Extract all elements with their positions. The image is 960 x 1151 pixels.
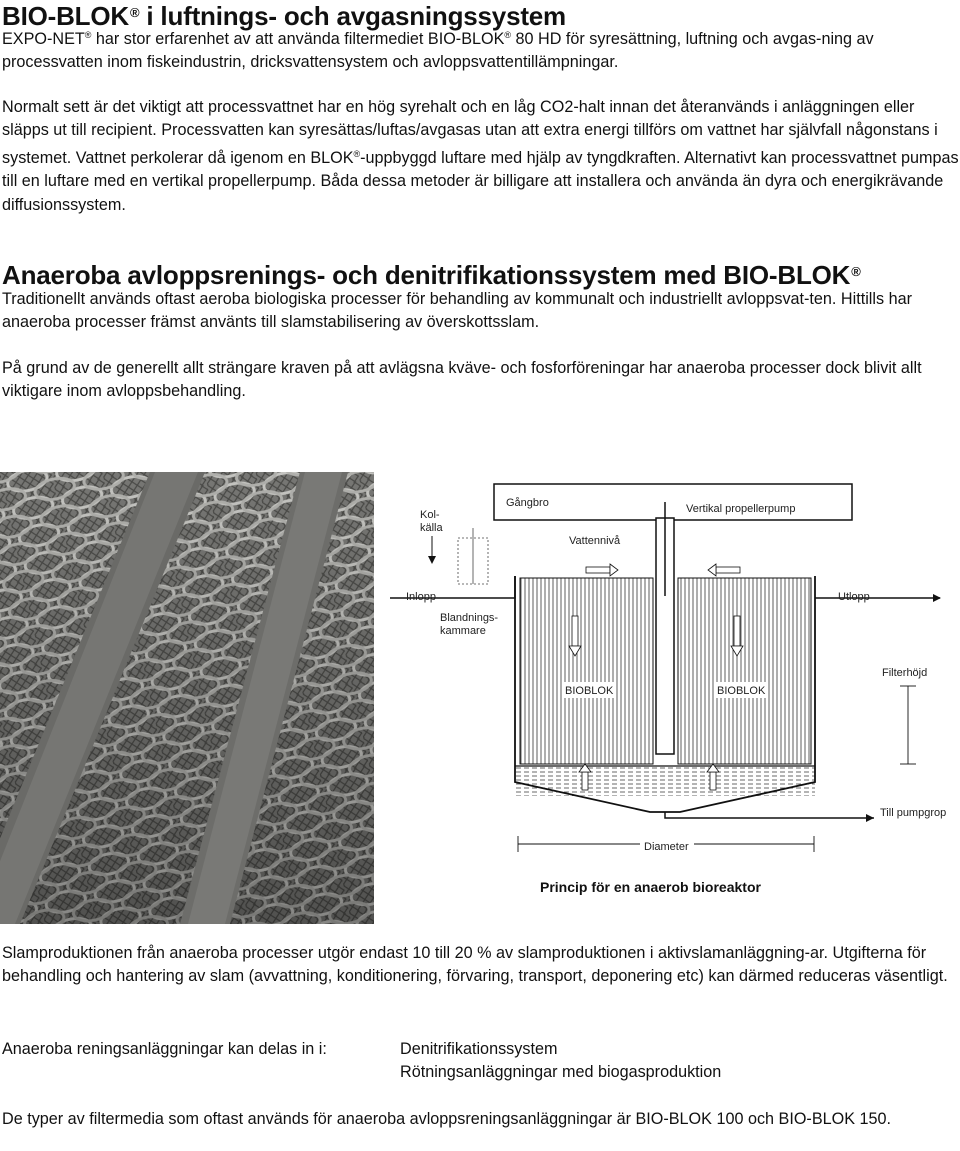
- label-bland-1: Blandnings-: [440, 612, 499, 624]
- label-vattenniva: Vattennivå: [569, 535, 621, 547]
- title-bioblok: BIO-BLOK: [2, 1, 129, 31]
- pumpgrop-pipe: [665, 812, 874, 818]
- section2-paragraph-1: Traditionellt används oftast aeroba biologiska processer för behandling av kommunalt och industriellt avloppsvat-ten. Hittills har anaeroba processer främst använts till slamstabilisering av överskottsslam.: [2, 290, 912, 332]
- section3-paragraph-3: De typer av filtermedia som oftast används för anaeroba avloppsreningsanläggningar är BIO-BLOK 100 och BIO-BLOK 150.: [2, 1110, 892, 1128]
- para-text-b: -uppbyggd luftare med hjälp av tyngdkraften. Alternativt kan processvattnet pumpas till en luftare med en vertikal propellerpump. Båda dessa metoder är billigare att installera och använda än dyra och energikrävande diffusionssystem.: [2, 148, 959, 214]
- label-bioblok-right: BIOBLOK: [717, 685, 766, 697]
- list-item: Denitrifikationssystem: [400, 1040, 558, 1058]
- section2-title: [2, 257, 861, 290]
- outlet-arrow: [933, 594, 941, 602]
- filter-media-right: [678, 578, 811, 764]
- para-text-a: Normalt sett är det viktigt att processvattnet har en hög syrehalt och en låg CO2-halt innan det återanvänds i anläggningen eller släpps ut till recipient. Processvatten kan syresättas/luftas/avgasas utan att extra energi tillförs om vattnet har självfall någonstans i systemet. Vattnet perkolerar då igenom en BLOK: [2, 98, 938, 167]
- registered-mark: ®: [129, 5, 140, 20]
- list-label: Anaeroba reningsanläggningar kan delas in i:: [2, 1040, 327, 1058]
- section3-paragraph-1: Slamproduktionen från anaeroba processer utgör endast 10 till 20 % av slamproduktionen i aktivslamanläggning-ar. Utgifterna för behandling och hantering av slam (avvattning, konditionering, förvaring, transport, deponering etc) kan därmed reduceras väsentligt.: [2, 944, 948, 986]
- label-kol-2: källa: [420, 522, 443, 534]
- diagram-caption: Princip för en anaerob bioreaktor: [540, 879, 761, 895]
- section2-paragraph-2: På grund av de generellt allt strängare kraven på att avlägsna kväve- och fosforföreningar har anaeroba processer dock blivit allt viktigare inom avloppsbehandling.: [2, 359, 922, 401]
- label-utlopp: Utlopp: [838, 591, 870, 603]
- flow-arrow-top-right: [708, 564, 740, 576]
- intro-expo-net: EXPO-NET: [2, 30, 85, 48]
- title-rest: i luftnings- och avgasningssystem: [139, 1, 566, 31]
- section2-title-text: Anaeroba avloppsrenings- och denitrifikationssystem med BIO-BLOK: [2, 260, 851, 290]
- label-filterhojd: Filterhöjd: [882, 667, 928, 679]
- label-bioblok-left: BIOBLOK: [565, 685, 614, 697]
- bioblok-media-photo: [0, 472, 374, 924]
- label-pump: Vertikal propellerpump: [686, 503, 796, 515]
- registered-mark: ®: [353, 148, 361, 159]
- registered-mark: ®: [851, 264, 861, 279]
- label-bland-2: kammare: [440, 625, 486, 637]
- pumpgrop-arrow: [866, 814, 874, 822]
- label-inlopp: Inlopp: [406, 591, 436, 603]
- list-item: Rötningsanläggningar med biogasproduktion: [400, 1063, 722, 1082]
- intro-text-c: 80 HD för syresättning, luftning och avgas-ning av processvatten inom fiskeindustrin, dricksvattensystem och avloppsvattentillämpningar.: [2, 30, 874, 72]
- registered-mark: ®: [504, 30, 512, 40]
- anaerobic-bioreactor-diagram: [380, 466, 960, 928]
- filter-media-left: [520, 578, 653, 764]
- label-diameter: Diameter: [644, 841, 689, 853]
- label-till-pumpgrop: Till pumpgrop: [880, 807, 947, 819]
- list-items: [400, 1038, 721, 1085]
- label-kol-1: Kol-: [420, 509, 440, 521]
- registered-mark: ®: [84, 30, 92, 40]
- label-gangbro: Gångbro: [506, 497, 549, 509]
- flow-arrow-top-left: [586, 564, 618, 576]
- section1-intro: [2, 24, 960, 75]
- intro-text-b: har stor erfarenhet av att använda filtermediet BIO-BLOK: [91, 30, 505, 48]
- carbon-source-arrow: [428, 556, 436, 564]
- section1-paragraph: [2, 96, 960, 217]
